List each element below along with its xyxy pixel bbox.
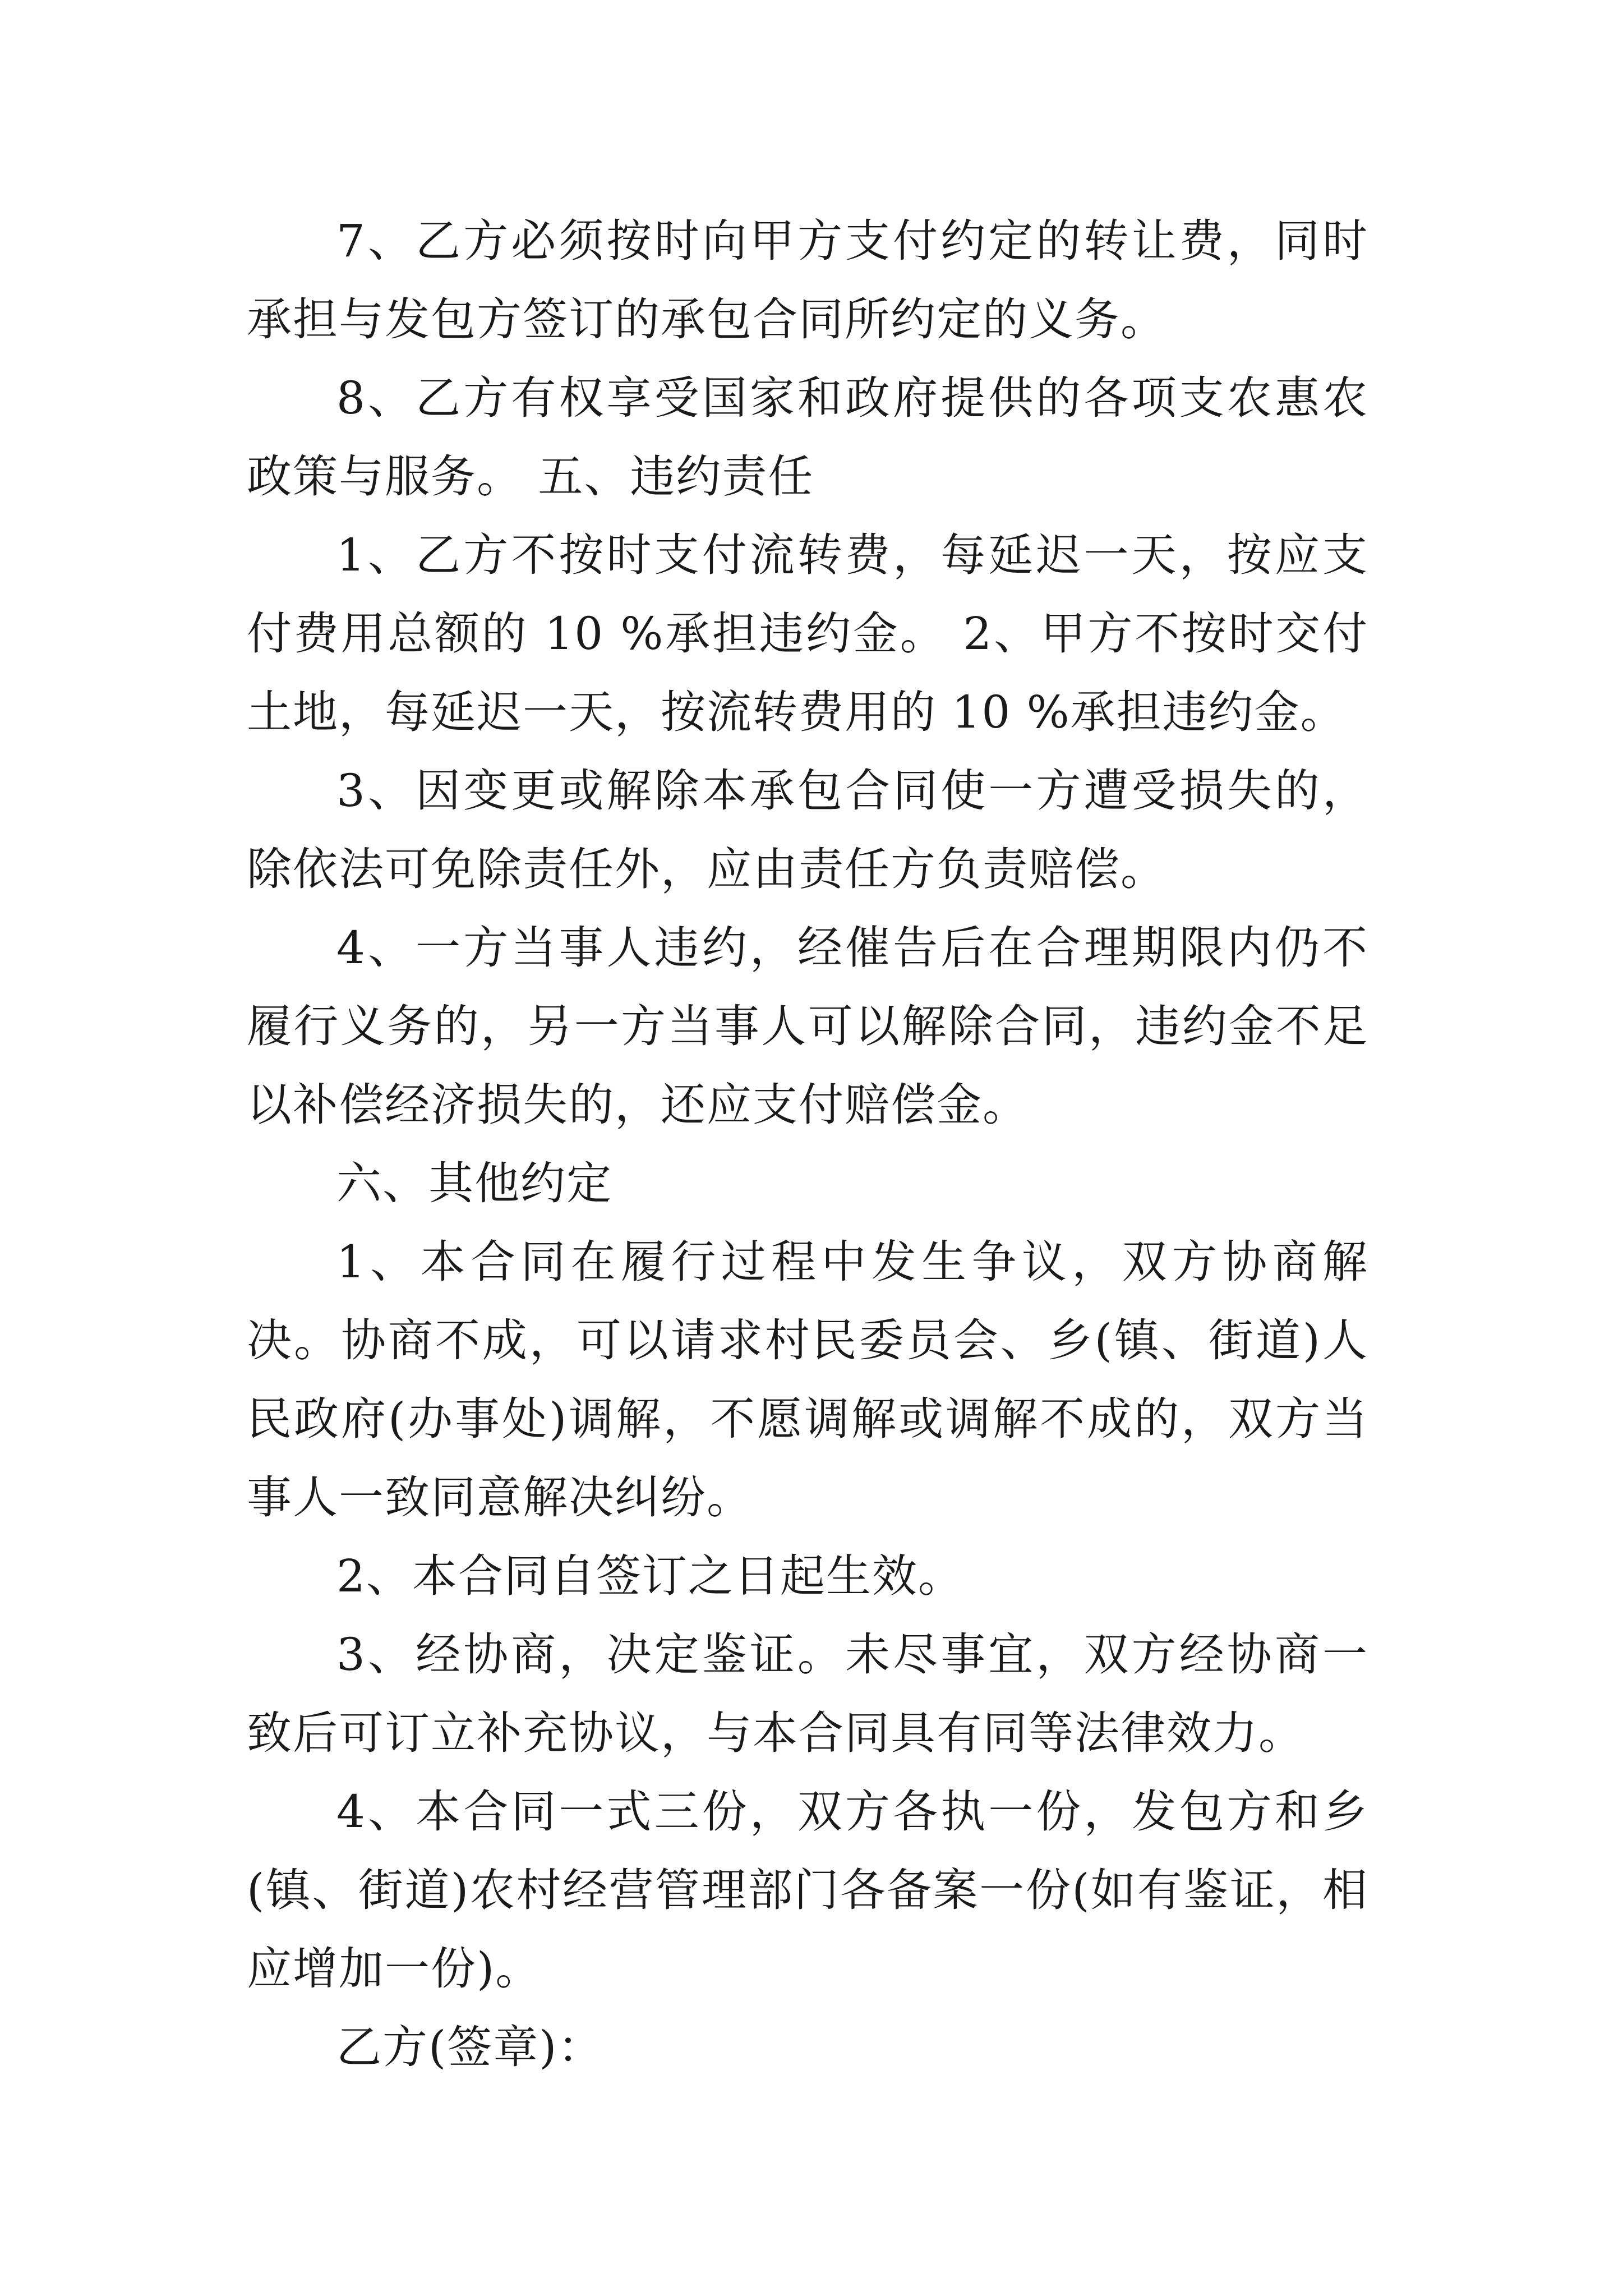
breach-clause-4: 4、一方当事人违约，经催告后在合理期限内仍不履行义务的，另一方当事人可以解除合同，违约金不足以补偿经济损失的，还应支付赔偿金。: [247, 922, 1368, 1131]
other-clause-4: 4、本合同一式三份，双方各执一份，发包方和乡(镇、街道)农村经营管理部门各备案一份(如有鉴证，相应增加一份)。: [247, 1786, 1368, 1995]
clause-8-rights: 8、乙方有权享受国家和政府提供的各项支农惠农政策与服务。 五、违约责任: [247, 372, 1368, 503]
clause-7-obligation: 7、乙方必须按时向甲方支付约定的转让费，同时承担与发包方签订的承包合同所约定的义务。: [247, 215, 1368, 346]
breach-clause-3: 3、因变更或解除本承包合同使一方遭受损失的，除依法可免除责任外，应由责任方负责赔偿。: [247, 765, 1368, 895]
section-heading-other: 六、其他约定: [336, 1157, 612, 1209]
document-body: [247, 202, 1368, 2087]
party-b-signature: 乙方(签章)：: [336, 2021, 604, 2073]
other-clause-3: 3、经协商，决定鉴证。未尽事宜，双方经协商一致后可订立补充协议，与本合同具有同等法律效力。: [247, 1628, 1368, 1759]
other-clause-1: 1、本合同在履行过程中发生争议，双方协商解决。协商不成，可以请求村民委员会、乡(镇、街道)人民政府(办事处)调解，不愿调解或调解不成的，双方当事人一致同意解决纠纷。: [247, 1236, 1368, 1524]
other-clause-2: 2、本合同自签订之日起生效。: [336, 1550, 964, 1602]
breach-clause-1-2: 1、乙方不按时支付流转费，每延迟一天，按应支付费用总额的 10 %承担违约金。 2、甲方不按时交付土地，每延迟一天，按流转费用的 10 %承担违约金。: [247, 529, 1368, 738]
